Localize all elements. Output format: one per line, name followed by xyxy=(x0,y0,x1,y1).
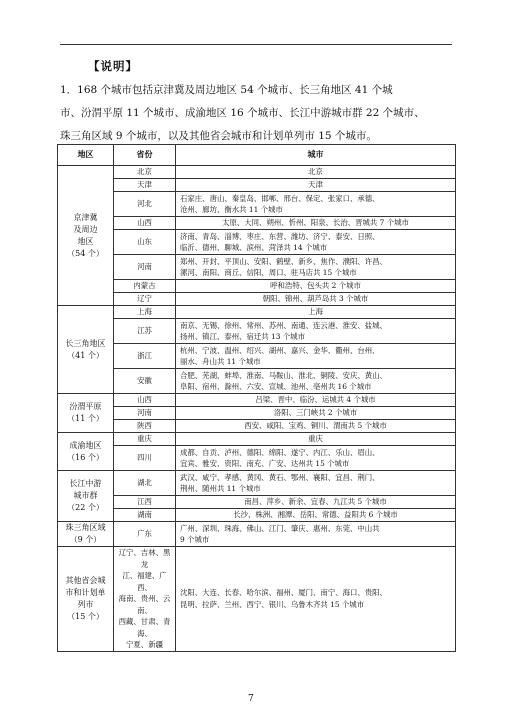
cities-cell: 朝阳、锦州、葫芦岛共 3 个城市 xyxy=(176,293,456,306)
city-table xyxy=(57,144,456,652)
region-cell: 汾渭平原 （11 个） xyxy=(58,394,114,433)
region-cell: 长江中游 城市群 （22 个） xyxy=(58,471,114,522)
table-header-row xyxy=(58,145,456,166)
cities-cell: 天津 xyxy=(176,179,456,192)
province-cell: 山西 xyxy=(114,217,176,230)
cities-cell: 广州、深圳、珠海、佛山、江门、肇庆、惠州、东莞、中山共 9 个城市 xyxy=(176,522,456,547)
province-cell: 四川 xyxy=(114,446,176,471)
cities-cell: 西安、咸阳、宝鸡、铜川、渭南共 5 个城市 xyxy=(176,420,456,433)
table-row xyxy=(58,522,456,547)
table-row xyxy=(58,369,456,394)
table-row xyxy=(58,344,456,369)
table-row xyxy=(58,192,456,217)
cities-cell: 合肥、芜湖、蚌埠、淮南、马鞍山、淮北、铜陵、安庆、黄山、 阜阳、宿州、滁州、六安、宣城、池州、亳州共 16 个城市 xyxy=(176,369,456,394)
cities-cell: 石家庄、唐山、秦皇岛、邯郸、邢台、保定、张家口、承德、 沧州、廊坊、衡水共 11 个城市 xyxy=(176,192,456,217)
header-cities: 城市 xyxy=(176,145,456,166)
explanation-paragraph xyxy=(60,79,452,148)
province-cell: 河南 xyxy=(114,407,176,420)
province-cell: 北京 xyxy=(114,166,176,179)
header-region: 地区 xyxy=(58,145,114,166)
cities-cell: 杭州、宁波、温州、绍兴、湖州、嘉兴、金华、衢州、台州、 丽水、舟山共 11 个城市 xyxy=(176,344,456,369)
province-cell: 辽宁 xyxy=(114,293,176,306)
region-cell: 成渝地区 （16 个） xyxy=(58,433,114,471)
header-rule xyxy=(60,44,452,45)
province-cell: 湖南 xyxy=(114,509,176,522)
table-row xyxy=(58,433,456,446)
cities-cell: 上海 xyxy=(176,306,456,319)
page-number: 7 xyxy=(248,694,254,704)
cities-cell: 南昌、萍乡、新余、宜春、九江共 5 个城市 xyxy=(176,496,456,509)
province-cell: 山东 xyxy=(114,230,176,255)
cities-cell: 太原、大同、朔州、忻州、阳泉、长治、晋城共 7 个城市 xyxy=(176,217,456,230)
table-row xyxy=(58,306,456,319)
table-row xyxy=(58,179,456,192)
province-cell: 江西 xyxy=(114,496,176,509)
province-cell: 河南 xyxy=(114,255,176,280)
table-row xyxy=(58,293,456,306)
table-row xyxy=(58,319,456,344)
cities-cell: 洛阳、三门峡共 2 个城市 xyxy=(176,407,456,420)
province-cell: 广东 xyxy=(114,522,176,547)
cities-cell: 武汉、咸宁、孝感、黄冈、黄石、鄂州、襄阳、宜昌、荆门、 荆州、随州共 11 个城市 xyxy=(176,471,456,496)
paragraph-line: 市、汾渭平原 11 个城市、成渝地区 16 个城市、长江中游城市群 22 个城市、 xyxy=(60,107,425,119)
table-row xyxy=(58,407,456,420)
cities-cell: 吕梁、晋中、临汾、运城共 4 个城市 xyxy=(176,394,456,407)
province-cell: 江苏 xyxy=(114,319,176,344)
table-row xyxy=(58,280,456,293)
province-cell: 内蒙古 xyxy=(114,280,176,293)
table-row xyxy=(58,217,456,230)
cities-cell: 长沙、株洲、湘潭、岳阳、常德、益阳共 6 个城市 xyxy=(176,509,456,522)
province-cell: 湖北 xyxy=(114,471,176,496)
table-row xyxy=(58,166,456,179)
table-row xyxy=(58,547,456,652)
cities-cell: 成都、自贡、泸州、德阳、绵阳、遂宁、内江、乐山、眉山、 宜宾、雅安、资阳、南充、广安、达州共 15 个城市 xyxy=(176,446,456,471)
region-cell: 京津冀 及周边 地区 （54 个） xyxy=(58,166,114,306)
cities-cell: 北京 xyxy=(176,166,456,179)
province-cell: 山西 xyxy=(114,394,176,407)
cities-cell: 沈阳、大连、长春、哈尔滨、福州、厦门、南宁、海口、贵阳、 昆明、拉萨、兰州、西宁、银川、乌鲁木齐共 15 个城市 xyxy=(176,547,456,652)
table-row xyxy=(58,420,456,433)
table-row xyxy=(58,230,456,255)
section-heading: 【说明】 xyxy=(88,59,138,73)
cities-cell: 呼和浩特、包头共 2 个城市 xyxy=(176,280,456,293)
province-cell: 天津 xyxy=(114,179,176,192)
table-row xyxy=(58,509,456,522)
province-cell: 浙江 xyxy=(114,344,176,369)
province-cell: 上海 xyxy=(114,306,176,319)
header-province: 省份 xyxy=(114,145,176,166)
province-cell: 辽宁、吉林、黑龙 江、福建、广西、 海南、贵州、云南、 西藏、甘肃、青海、 宁夏、新疆 xyxy=(114,547,176,652)
cities-cell: 重庆 xyxy=(176,433,456,446)
cities-cell: 郑州、开封、平顶山、安阳、鹤壁、新乡、焦作、濮阳、许昌、 漯河、南阳、商丘、信阳、周口、驻马店共 15 个城市 xyxy=(176,255,456,280)
region-cell: 珠三角区域 （9 个） xyxy=(58,522,114,547)
region-cell: 长三角地区 （41 个） xyxy=(58,306,114,394)
paragraph-line: 珠三角区域 9 个城市，以及其他省会城市和计划单列市 15 个城市。 xyxy=(60,130,377,142)
cities-cell: 济南、青岛、淄博、枣庄、东营、潍坊、济宁、泰安、日照、 临沂、德州、聊城、滨州、菏泽共 14 个城市 xyxy=(176,230,456,255)
paragraph-line: 1．168 个城市包括京津冀及周边地区 54 个城市、长三角地区 41 个城 xyxy=(60,84,393,96)
province-cell: 安徽 xyxy=(114,369,176,394)
province-cell: 重庆 xyxy=(114,433,176,446)
province-cell: 河北 xyxy=(114,192,176,217)
cities-cell: 南京、无锡、徐州、常州、苏州、南通、连云港、淮安、盐城、 扬州、镇江、泰州、宿迁共 13 个城市 xyxy=(176,319,456,344)
table-row xyxy=(58,255,456,280)
table-row xyxy=(58,471,456,496)
region-cell: 其他省会城 市和计划单 列市 （15 个） xyxy=(58,547,114,652)
table-row xyxy=(58,394,456,407)
table-row xyxy=(58,446,456,471)
table-row xyxy=(58,496,456,509)
province-cell: 陕西 xyxy=(114,420,176,433)
